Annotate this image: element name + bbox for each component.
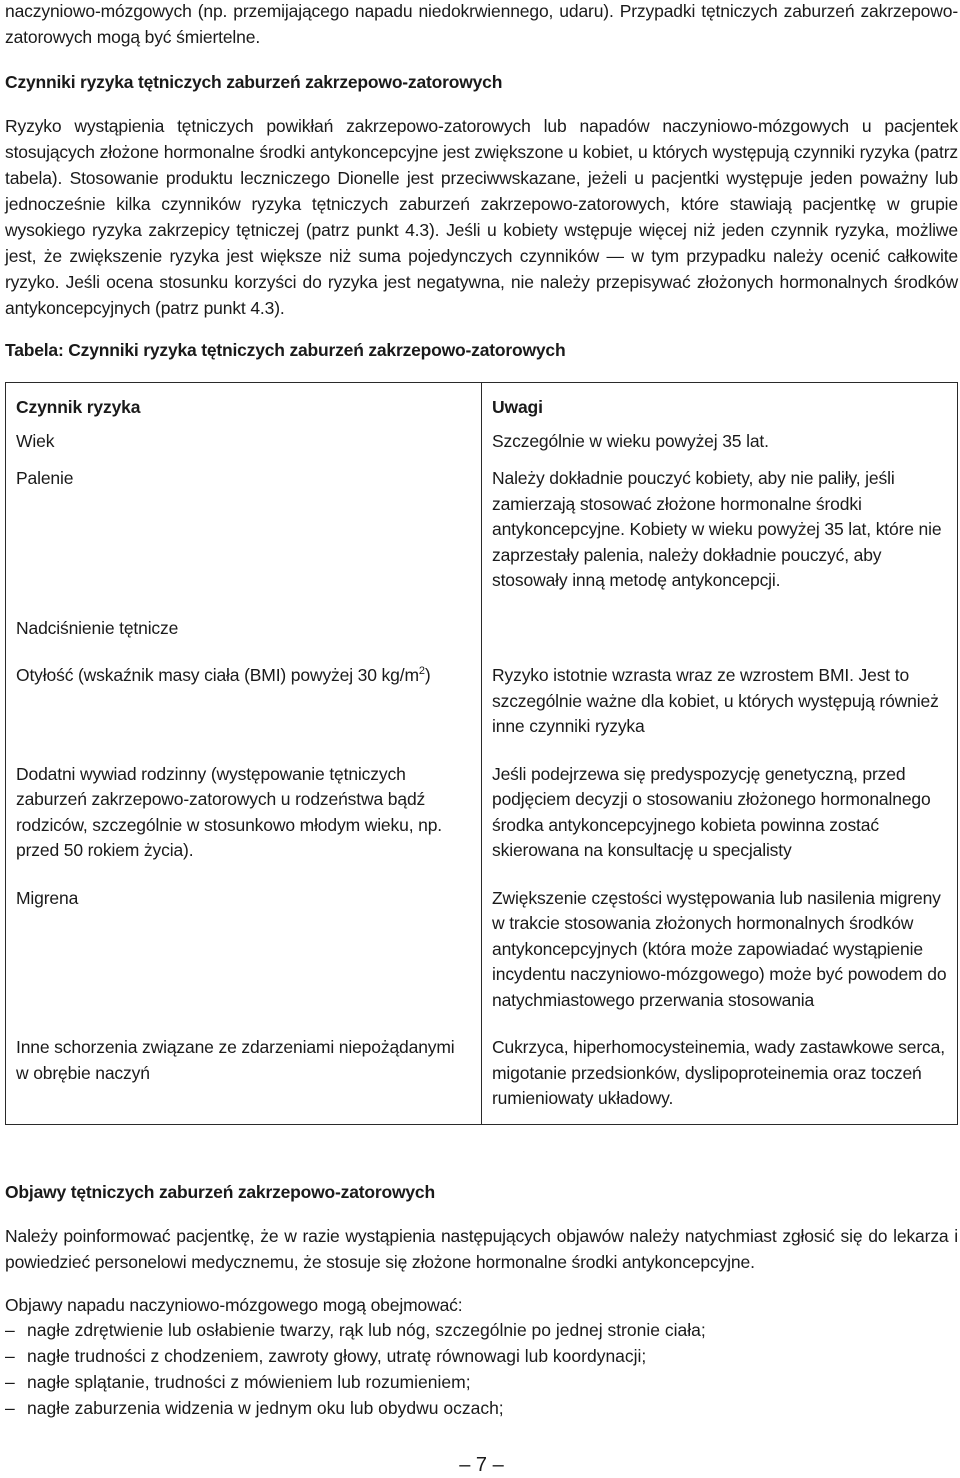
table-row: [6, 456, 958, 606]
table-row: [6, 423, 958, 457]
table-row: [6, 653, 958, 752]
symptoms-heading: Objawy tętniczych zaburzeń zakrzepowo-zatorowych: [5, 1182, 435, 1202]
risk-factors-heading: Czynniki ryzyka tętniczych zaburzeń zakrzepowo-zatorowych: [5, 72, 503, 92]
list-item-text: nagłe trudności z chodzeniem, zawroty głowy, utratę równowagi lub koordynacji;: [27, 1346, 647, 1366]
dash-marker: –: [5, 1320, 15, 1340]
list-item: [5, 1343, 706, 1369]
stroke-symptoms-intro: Objawy napadu naczyniowo-mózgowego mogą obejmować:: [5, 1295, 463, 1315]
table-header-row: [6, 383, 958, 423]
symptoms-paragraph: Należy poinformować pacjentkę, że w razie wystąpienia następujących objawów należy natychmiast zgłosić się do lekarza i powiedzieć personelowi medycznemu, że stosuje się złożone hormonalne środki antykoncepcyjne.: [5, 1226, 958, 1272]
risk-note-cell: Zwiększenie częstości występowania lub nasilenia migreny w trakcie stosowania złożonych hormonalnych środków antykoncepcyjnych (która może zapowiadać wystąpienie incydentu naczyniowo-mózgowego) może być powodem do natychmiastowego przerwania stosowania: [492, 887, 947, 1010]
risk-note-cell: Ryzyko istotnie wzrasta wraz ze wzrostem BMI. Jest to szczególnie ważne dla kobiet, u których występują również inne czynniki ryzyka: [492, 665, 939, 736]
risk-note-cell: Jeśli podejrzewa się predyspozycję genetyczną, przed podjęciem decyzji o stosowaniu złożonego hormonalnego środka antykoncepcyjnego kobieta powinna zostać skierowana na konsultację u specjalisty: [492, 763, 931, 860]
list-item-text: nagłe zdrętwienie lub osłabienie twarzy, rąk lub nóg, szczególnie po jednej stronie ciała;: [27, 1320, 706, 1340]
risk-factor-text: Otyłość (wskaźnik masy ciała (BMI) powyżej 30 kg/m: [16, 665, 419, 685]
list-item: [5, 1369, 706, 1395]
risk-factor-cell: Inne schorzenia związane ze zdarzeniami niepożądanymi w obrębie naczyń: [6, 1025, 482, 1124]
dash-marker: –: [5, 1372, 15, 1392]
table-title: Tabela: Czynniki ryzyka tętniczych zaburzeń zakrzepowo-zatorowych: [5, 340, 566, 360]
list-item: [5, 1395, 706, 1421]
list-item: [5, 1317, 706, 1343]
table-row: [6, 1025, 958, 1124]
risk-note-cell: [482, 606, 958, 654]
page-number: – 7 –: [459, 1454, 504, 1476]
risk-factor-cell: Nadciśnienie tętnicze: [6, 606, 482, 654]
superscript: 2: [418, 665, 425, 678]
risk-note-cell: Należy dokładnie pouczyć kobiety, aby nie paliły, jeśli zamierzają stosować złożone hormonalne środki antykoncepcyjne. Kobiety w wieku powyżej 35 lat, które nie zaprzestały palenia, należy dokładnie pouczyć, aby stosowały inną metodę antykoncepcji.: [492, 468, 942, 590]
table-row: [6, 606, 958, 654]
risk-factors-table: [5, 382, 958, 1125]
table-row: [6, 876, 958, 1026]
table-row: [6, 752, 958, 876]
risk-factor-cell: Wiek: [6, 423, 482, 457]
stroke-symptoms-list: [5, 1317, 706, 1421]
risk-factor-cell: Palenie: [6, 456, 482, 606]
column-header-factor: Czynnik ryzyka: [6, 383, 482, 423]
risk-note-cell: Cukrzyca, hiperhomocysteinemia, wady zastawkowe serca, migotanie przedsionków, dyslipoproteinemia oraz toczeń rumieniowaty układowy.: [492, 1037, 945, 1108]
risk-factor-cell: Migrena: [6, 876, 482, 1026]
risk-factors-paragraph: Ryzyko wystąpienia tętniczych powikłań zakrzepowo-zatorowych lub napadów naczyniowo-mózgowych u pacjentek stosujących złożone hormonalne środki antykoncepcyjne jest zwiększone u kobiet, u których występują czynniki ryzyka (patrz tabela). Stosowanie produktu leczniczego Dionelle jest przeciwwskazane, jeżeli u pacjentki występuje jeden poważny lub jednocześnie kilka czynników ryzyka tętniczych zaburzeń zakrzepowo-zatorowych, które stawiają pacjentkę w grupie wysokiego ryzyka zakrzepicy tętniczej (patrz punkt 4.3). Jeśli u kobiety wstępuje więcej niż jeden czynnik ryzyka, możliwe jest, że zwiększenie ryzyka jest większe niż suma pojedynczych czynników — w tym przypadku należy ocenić całkowite ryzyko. Jeśli ocena stosunku korzyści do ryzyka jest negatywna, nie należy przepisywać złożonych hormonalnych środków antykoncepcyjnych (patrz punkt 4.3).: [5, 116, 958, 318]
intro-paragraph: naczyniowo-mózgowych (np. przemijającego napadu niedokrwiennego, udaru). Przypadki tętniczych zaburzeń zakrzepowo-zatorowych mogą być śmiertelne.: [5, 1, 958, 47]
risk-factor-cell: Dodatni wywiad rodzinny (występowanie tętniczych zaburzeń zakrzepowo-zatorowych u rodzeństwa bądź rodziców, szczególnie w stosunkowo młodym wieku, np. przed 50 rokiem życia).: [6, 752, 482, 876]
list-item-text: nagłe splątanie, trudności z mówieniem lub rozumieniem;: [27, 1372, 471, 1392]
column-header-notes: Uwagi: [492, 397, 543, 417]
list-item-text: nagłe zaburzenia widzenia w jednym oku lub obydwu oczach;: [27, 1398, 504, 1418]
dash-marker: –: [5, 1346, 15, 1366]
risk-note-cell: Szczególnie w wieku powyżej 35 lat.: [492, 430, 769, 451]
risk-factor-text-tail: ): [424, 665, 431, 685]
risk-factor-cell: [6, 653, 482, 752]
dash-marker: –: [5, 1398, 15, 1418]
